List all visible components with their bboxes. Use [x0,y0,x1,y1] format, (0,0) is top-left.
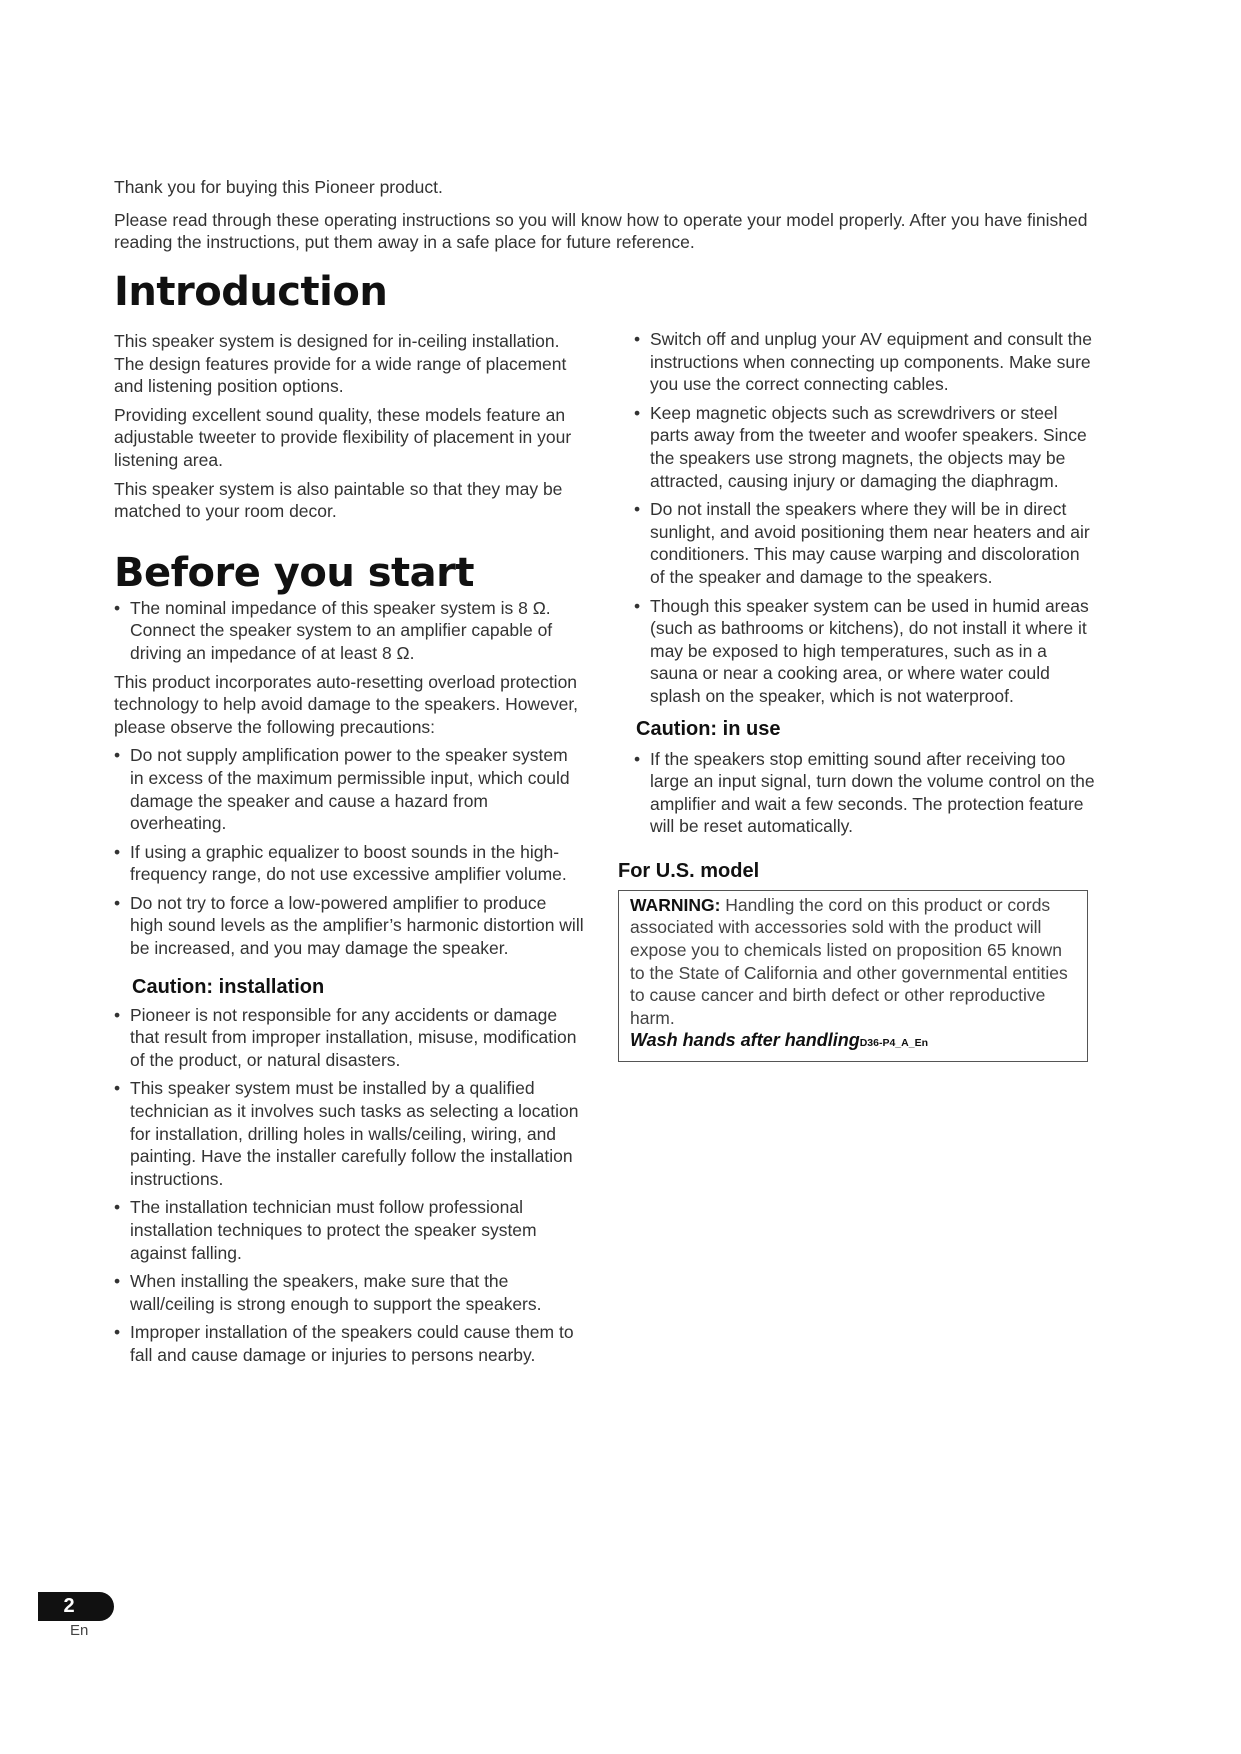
intro-block [114,176,1114,264]
installation-list [114,1004,584,1367]
warning-label: WARNING: [630,894,721,915]
list-item: • Do not supply amplification power to the speaker system in excess of the maximum permissible input, which could damage the speaker and cause a hazard from overheating. [114,744,584,834]
list-item: • Pioneer is not responsible for any accidents or damage that result from improper installation, misuse, modification of the product, or natural disasters. [114,1004,584,1072]
us-model-heading: For U.S. model [618,859,760,882]
list-item: • This speaker system must be installed by a qualified technician as it involves such tasks as selecting a location for installation, drilling holes in walls/ceiling, wiring, and painting. Have the installer carefully follow the installation instructions. [114,1077,584,1190]
precautions-list [114,744,584,959]
left-column [114,268,584,1373]
general-precautions-list [634,328,1096,708]
document-code: D36-P4_A_En [859,1037,928,1050]
list-item: • If the speakers stop emitting sound after receiving too large an input signal, turn down the volume control on the amplifier and wait a few seconds. The protection feature will be reset automatically. [634,748,1096,838]
list-item: • Do not install the speakers where they will be in direct sunlight, and avoid positioning them near heaters and air conditioners. This may cause warping and discoloration of the speaker and damage to the speakers. [634,498,1096,588]
intro-paragraph: This speaker system is also paintable so that they may be matched to your room decor. [114,478,563,522]
list-item: • If using a graphic equalizer to boost sounds in the high-frequency range, do not use excessive amplifier volume. [114,841,584,886]
list-item: • When installing the speakers, make sure that the wall/ceiling is strong enough to support the speakers. [114,1270,584,1315]
caution-installation-heading: Caution: installation [132,975,325,998]
warning-text: Handling the cord on this product or cords associated with accessories sold with the product will expose you to chemicals listed on proposition 65 known to the State of California and other governmental entities to cause cancer and birth defect or other reproductive harm. [630,894,1068,1028]
before-you-start-heading: Before you start [114,549,475,596]
read-instructions-text: Please read through these operating instructions so you will know how to operate your model properly. After you have finished reading the instructions, put them away in a safe place for future reference. [114,209,1088,252]
right-column [618,328,1096,1062]
list-item: • Though this speaker system can be used in humid areas (such as bathrooms or kitchens), do not install it where it may be exposed to high temperatures, such as in a sauna or near a cooking area, or where water could splash on the speaker, which is not waterproof. [634,595,1096,708]
caution-in-use-heading: Caution: in use [636,717,781,740]
intro-paragraph: Providing excellent sound quality, these models feature an adjustable tweeter to provide flexibility of placement in your listening area. [114,404,572,470]
thank-you-text: Thank you for buying this Pioneer product. [114,177,443,197]
page-number-tab: 2 [38,1592,114,1621]
prop65-warning-box [618,890,1088,1062]
wash-hands-text: Wash hands after handling [630,1030,860,1051]
language-label: En [70,1622,89,1639]
list-item: • Do not try to force a low-powered amplifier to produce high sound levels as the amplifier’s harmonic distortion will be increased, and you may damage the speaker. [114,892,584,960]
overload-paragraph: This product incorporates auto-resetting overload protection technology to help avoid damage to the speakers. However, please observe the following precautions: [114,671,579,737]
in-use-list [634,748,1096,838]
intro-paragraph: This speaker system is designed for in-ceiling installation. The design features provide for a wide range of placement and listening position options. [114,331,567,397]
list-item: • Keep magnetic objects such as screwdrivers or steel parts away from the tweeter and woofer speakers. Since the speakers use strong magnets, the objects may be attracted, causing injury or damaging the diaphragm. [634,402,1096,492]
list-item: • Improper installation of the speakers could cause them to fall and cause damage or injuries to persons nearby. [114,1321,584,1366]
list-item: • The installation technician must follow professional installation techniques to protect the speaker system against falling. [114,1196,584,1264]
list-item: • The nominal impedance of this speaker system is 8 Ω. Connect the speaker system to an amplifier capable of driving an impedance of at least 8 Ω. [114,597,584,665]
impedance-list [114,597,584,665]
introduction-heading: Introduction [114,269,388,315]
list-item: • Switch off and unplug your AV equipment and consult the instructions when connecting up components. Make sure you use the correct connecting cables. [634,328,1096,396]
